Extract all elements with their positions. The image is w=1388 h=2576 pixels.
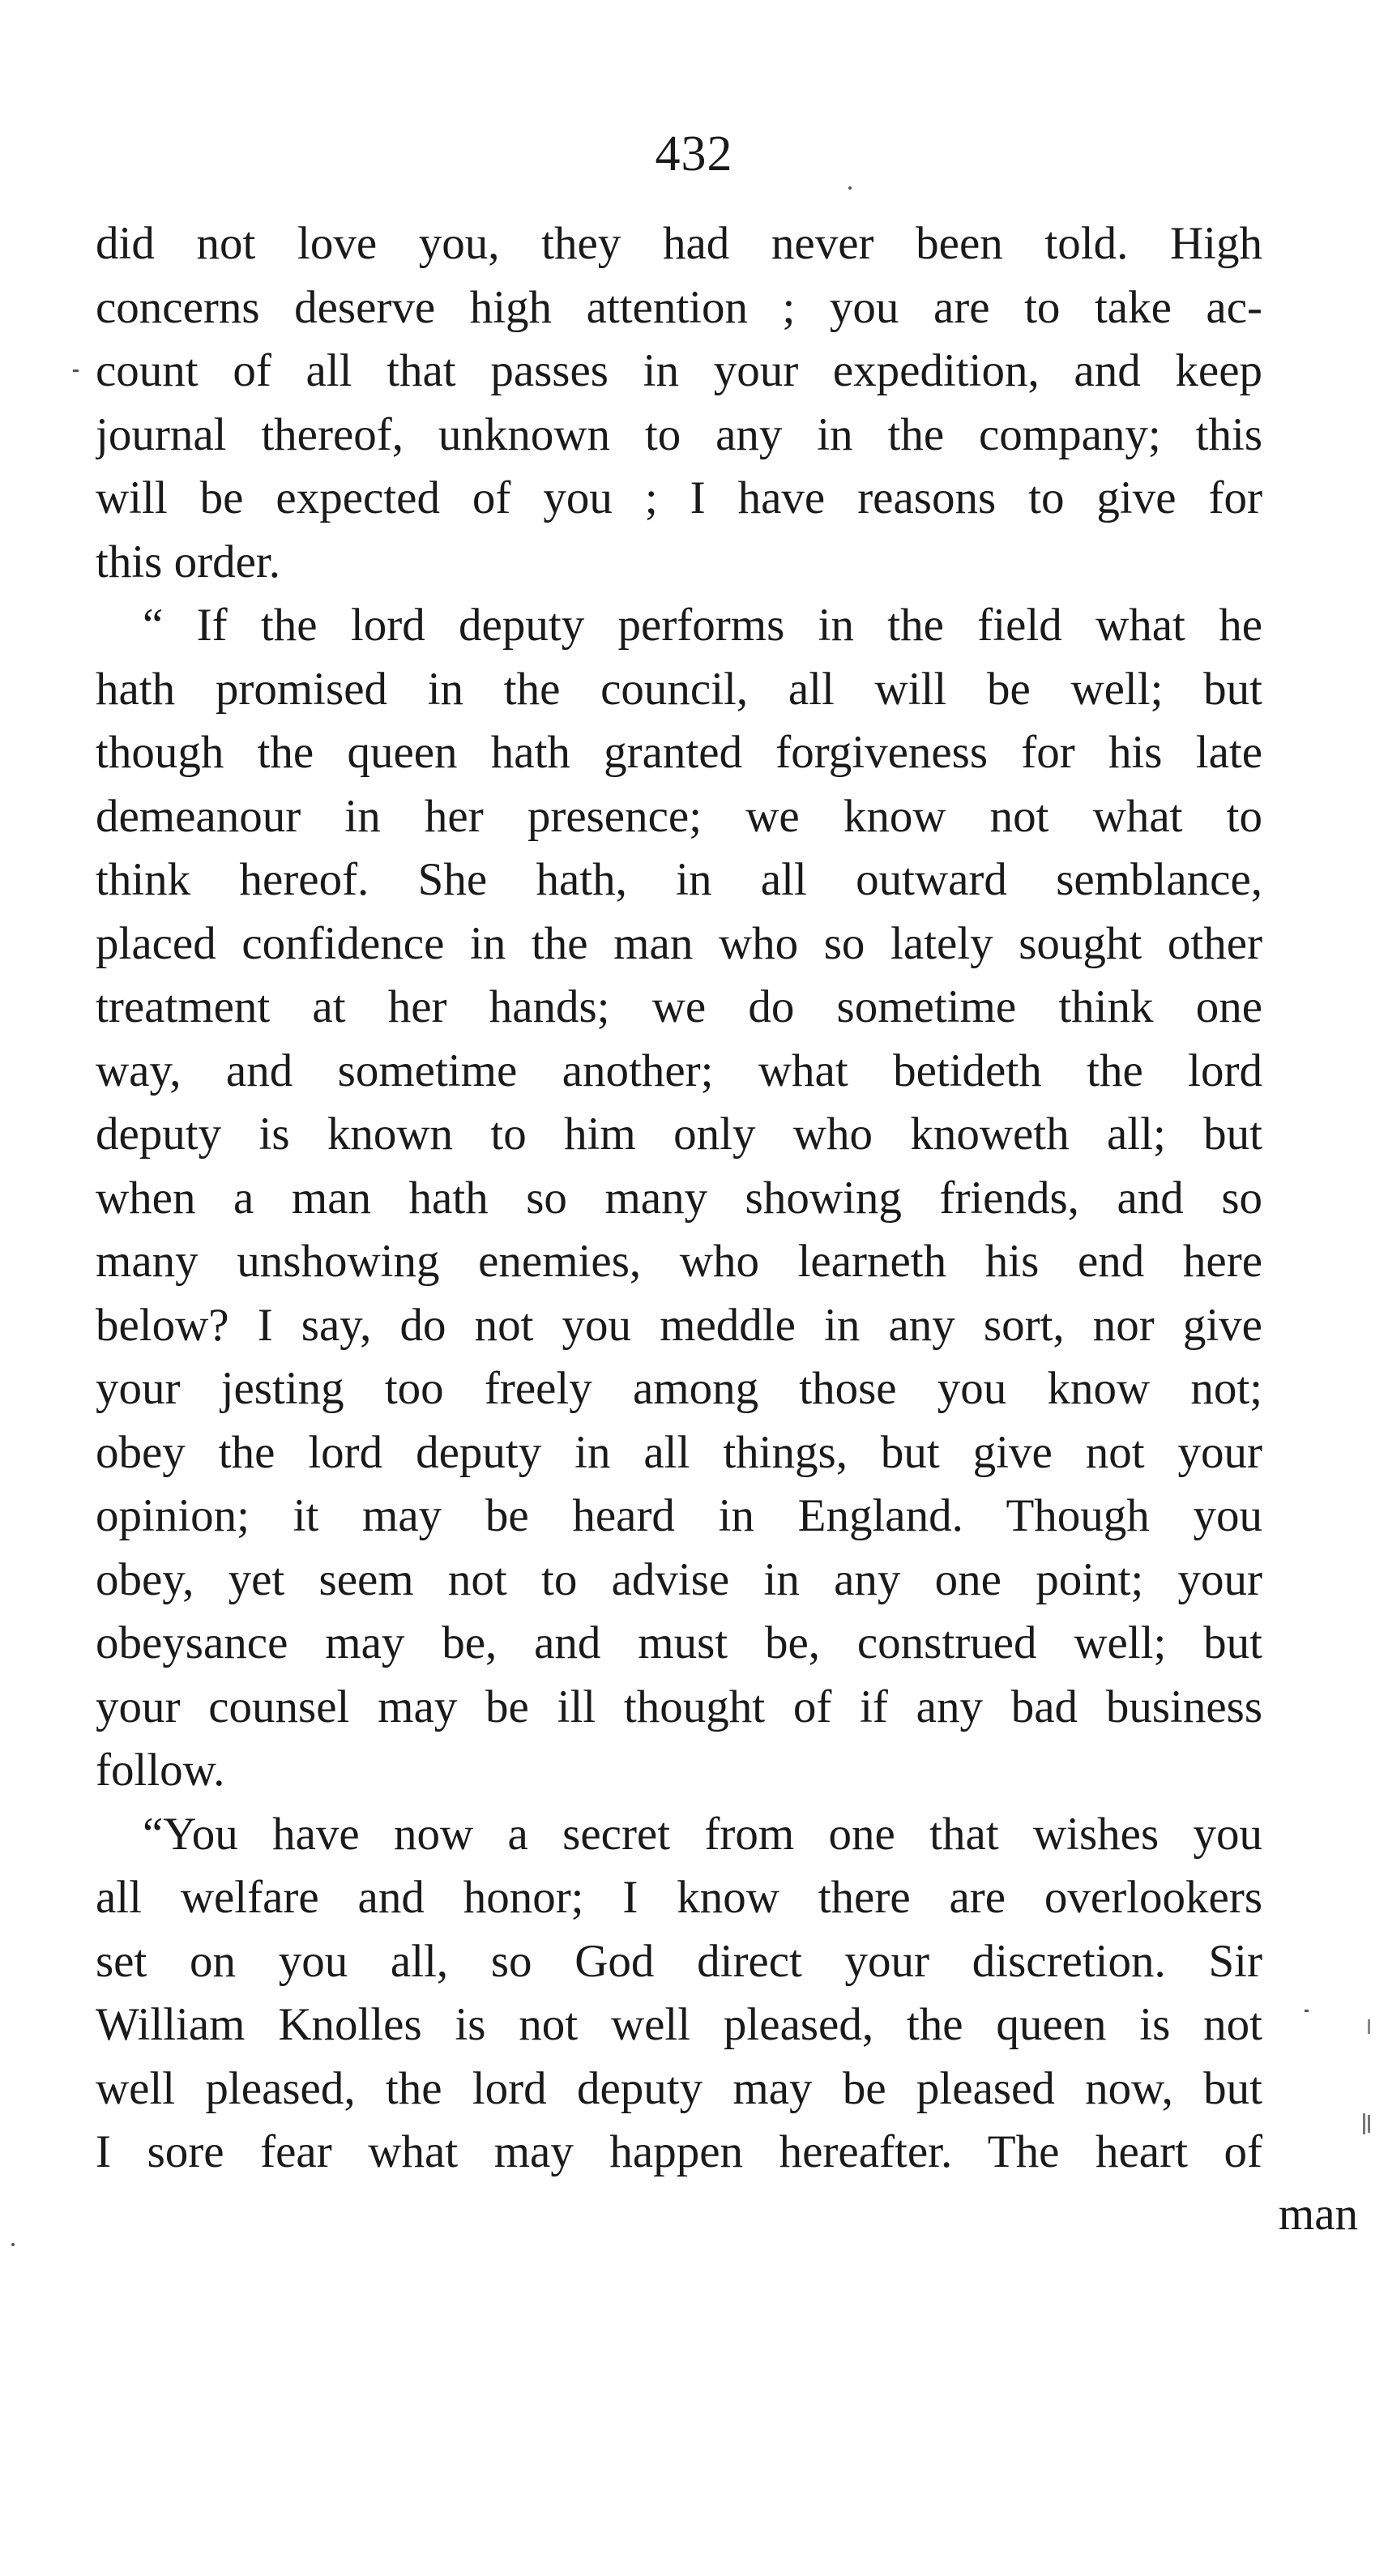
text-line: will be expected of you ; I have reasons to give for	[96, 472, 1262, 523]
text-line: obey, yet seem not to advise in any one point; your	[96, 1553, 1262, 1605]
print-speck	[848, 186, 852, 190]
bleed-through-mark	[1368, 2019, 1370, 2034]
print-speck	[11, 2243, 15, 2246]
text-line: your jesting too freely among those you know not;	[96, 1363, 1262, 1414]
text-line: demeanour in her presence; we know not what to	[96, 790, 1262, 842]
text-line: I sore fear what may happen hereafter. The heart of	[96, 2126, 1262, 2177]
text-line: concerns deserve high attention ; you are to take ac-	[96, 281, 1262, 333]
text-line: placed confidence in the man who so lately sought other	[96, 917, 1262, 969]
text-line: all welfare and honor; I know there are overlookers	[96, 1872, 1262, 1923]
text-line: deputy is known to him only who knoweth all; but	[96, 1109, 1262, 1160]
bleed-through-mark	[1363, 2113, 1365, 2134]
page-number: 432	[655, 126, 733, 182]
text-line: well pleased, the lord deputy may be pleased now, but	[96, 2062, 1262, 2114]
text-line: obeysance may be, and must be, construed well; but	[96, 1617, 1262, 1668]
text-line: opinion; it may be heard in England. Though you	[96, 1490, 1262, 1541]
text-line: this order.	[96, 536, 280, 587]
text-line: set on you all, so God direct your discretion. Sir	[96, 1935, 1262, 1987]
body-text	[96, 212, 1262, 2185]
text-line: William Knolles is not well pleased, the queen is not	[96, 1999, 1262, 2050]
text-line: though the queen hath granted forgiveness for his late	[96, 727, 1262, 778]
text-line: many unshowing enemies, who learneth his end here	[96, 1236, 1262, 1287]
text-line: journal thereof, unknown to any in the company; this	[96, 408, 1262, 460]
text-line: your counsel may be ill thought of if any bad business	[96, 1681, 1262, 1732]
paragraph-start-line: “You have now a secret from one that wishes you	[143, 1808, 1262, 1860]
text-line: follow.	[96, 1745, 225, 1796]
print-speck	[1305, 2010, 1309, 2012]
text-line: way, and sometime another; what betideth the lord	[96, 1044, 1262, 1096]
text-line: when a man hath so many showing friends, and so	[96, 1172, 1262, 1224]
print-speck	[73, 370, 79, 372]
catchword: man	[1278, 2189, 1358, 2240]
text-line: count of all that passes in your expedition, and keep	[96, 345, 1262, 396]
text-line: obey the lord deputy in all things, but give not your	[96, 1426, 1262, 1478]
text-line: did not love you, they had never been told. High	[96, 218, 1262, 269]
bleed-through-mark	[1368, 2115, 1370, 2133]
paragraph-start-line: “ If the lord deputy performs in the field what he	[143, 600, 1262, 651]
text-line: think hereof. She hath, in all outward semblance,	[96, 854, 1262, 905]
text-line: below? I say, do not you meddle in any sort, nor give	[96, 1299, 1262, 1351]
text-line: hath promised in the council, all will be well; but	[96, 663, 1262, 715]
text-line: treatment at her hands; we do sometime think one	[96, 981, 1262, 1032]
